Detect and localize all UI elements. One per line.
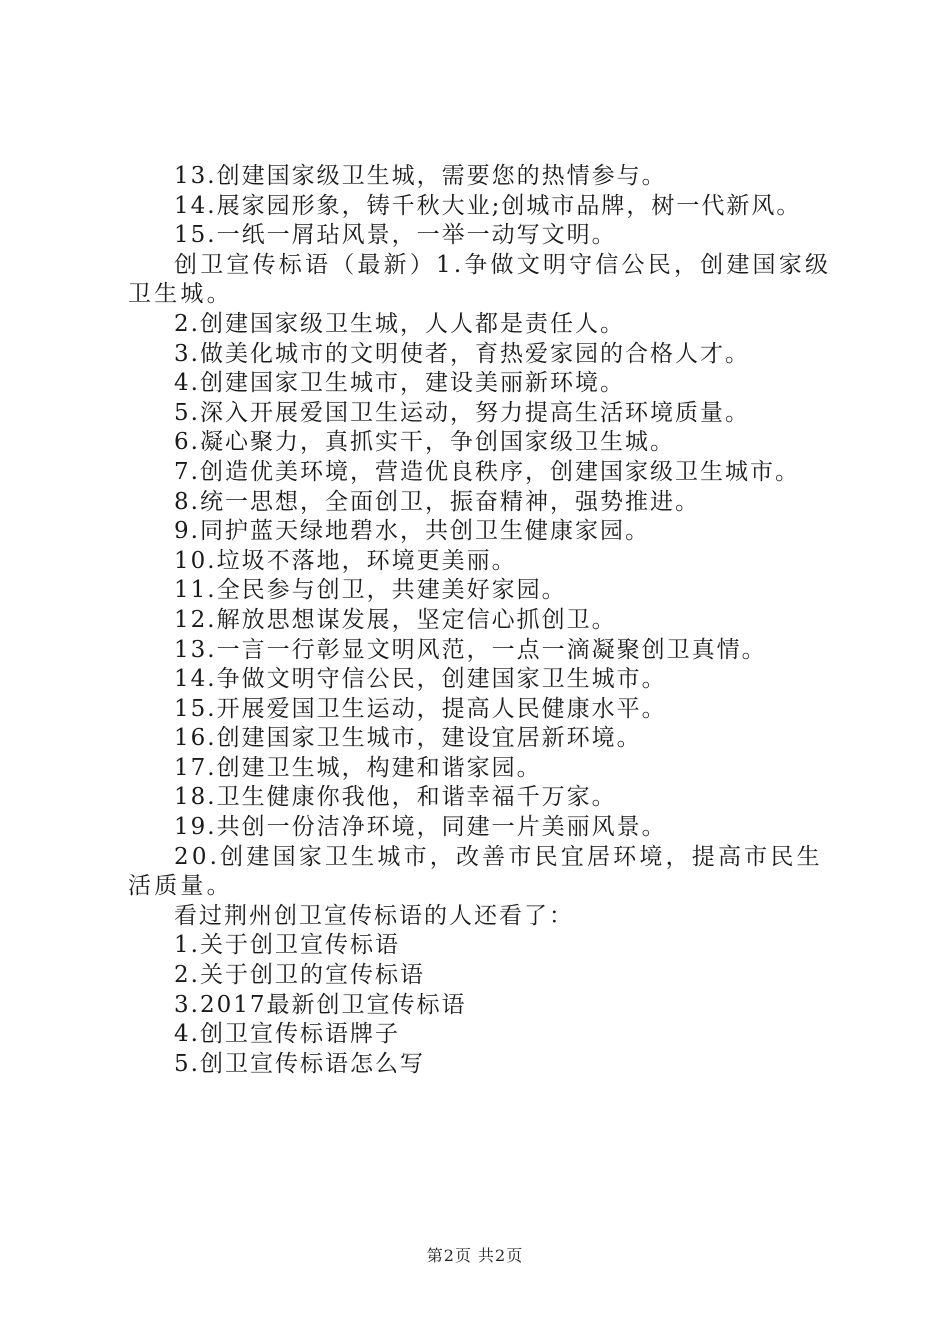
related-heading: 看过荆州创卫宣传标语的人还看了： <box>174 902 574 929</box>
document-body <box>128 162 832 1079</box>
related-link: 5.创卫宣传标语怎么写 <box>174 1050 425 1077</box>
slogan-line: 8.统一思想，全面创卫，振奋精神，强势推进。 <box>174 488 700 515</box>
slogan-line: 9.同护蓝天绿地碧水，共创卫生健康家园。 <box>174 518 650 545</box>
slogan-line: 15.一纸一屑玷风景，一举一动写文明。 <box>174 222 617 249</box>
slogan-line: 5.深入开展爱国卫生运动，努力提高生活环境质量。 <box>174 399 750 426</box>
section-heading: 创卫宣传标语（最新）1.争做文明守信公民，创建国家级卫生城。 <box>128 251 832 308</box>
related-link: 1.关于创卫宣传标语 <box>174 932 400 959</box>
slogan-line: 19.共创一份洁净环境，同建一片美丽风景。 <box>174 814 667 841</box>
slogan-line: 18.卫生健康你我他，和谐幸福千万家。 <box>174 784 617 811</box>
slogan-line: 7.创造优美环境，营造优良秩序，创建国家级卫生城市。 <box>174 458 800 485</box>
slogan-line: 6.凝心聚力，真抓实干，争创国家级卫生城。 <box>174 429 675 456</box>
slogan-line: 10.垃圾不落地，环境更美丽。 <box>174 547 517 574</box>
related-link: 4.创卫宣传标语牌子 <box>174 1021 400 1048</box>
slogan-line: 2.创建国家级卫生城，人人都是责任人。 <box>174 310 625 337</box>
slogan-line: 12.解放思想谋发展，坚定信心抓创卫。 <box>174 606 617 633</box>
slogan-line: 17.创建卫生城，构建和谐家园。 <box>174 754 542 781</box>
related-link: 3.2017最新创卫宣传标语 <box>174 991 467 1018</box>
slogan-line: 11.全民参与创卫，共建美好家园。 <box>174 577 567 604</box>
slogan-line: 13.一言一行彰显文明风范，一点一滴凝聚创卫真情。 <box>174 636 767 663</box>
slogan-line: 16.创建国家卫生城市，建设宜居新环境。 <box>174 725 642 752</box>
slogan-line: 13.创建国家级卫生城，需要您的热情参与。 <box>174 163 667 189</box>
slogan-line: 14.展家园形象，铸千秋大业;创城市品牌，树一代新风。 <box>174 192 802 219</box>
slogan-line: 20.创建国家卫生城市，改善市民宜居环境，提高市民生活质量。 <box>128 843 823 900</box>
related-link: 2.关于创卫的宣传标语 <box>174 962 425 989</box>
page-footer: 第2页 共2页 <box>426 1246 524 1265</box>
slogan-line: 14.争做文明守信公民，创建国家卫生城市。 <box>174 666 667 693</box>
slogan-line: 4.创建国家卫生城市，建设美丽新环境。 <box>174 370 625 397</box>
slogan-line: 3.做美化城市的文明使者，育热爱家园的合格人才。 <box>174 340 750 367</box>
slogan-line: 15.开展爱国卫生运动，提高人民健康水平。 <box>174 695 667 722</box>
